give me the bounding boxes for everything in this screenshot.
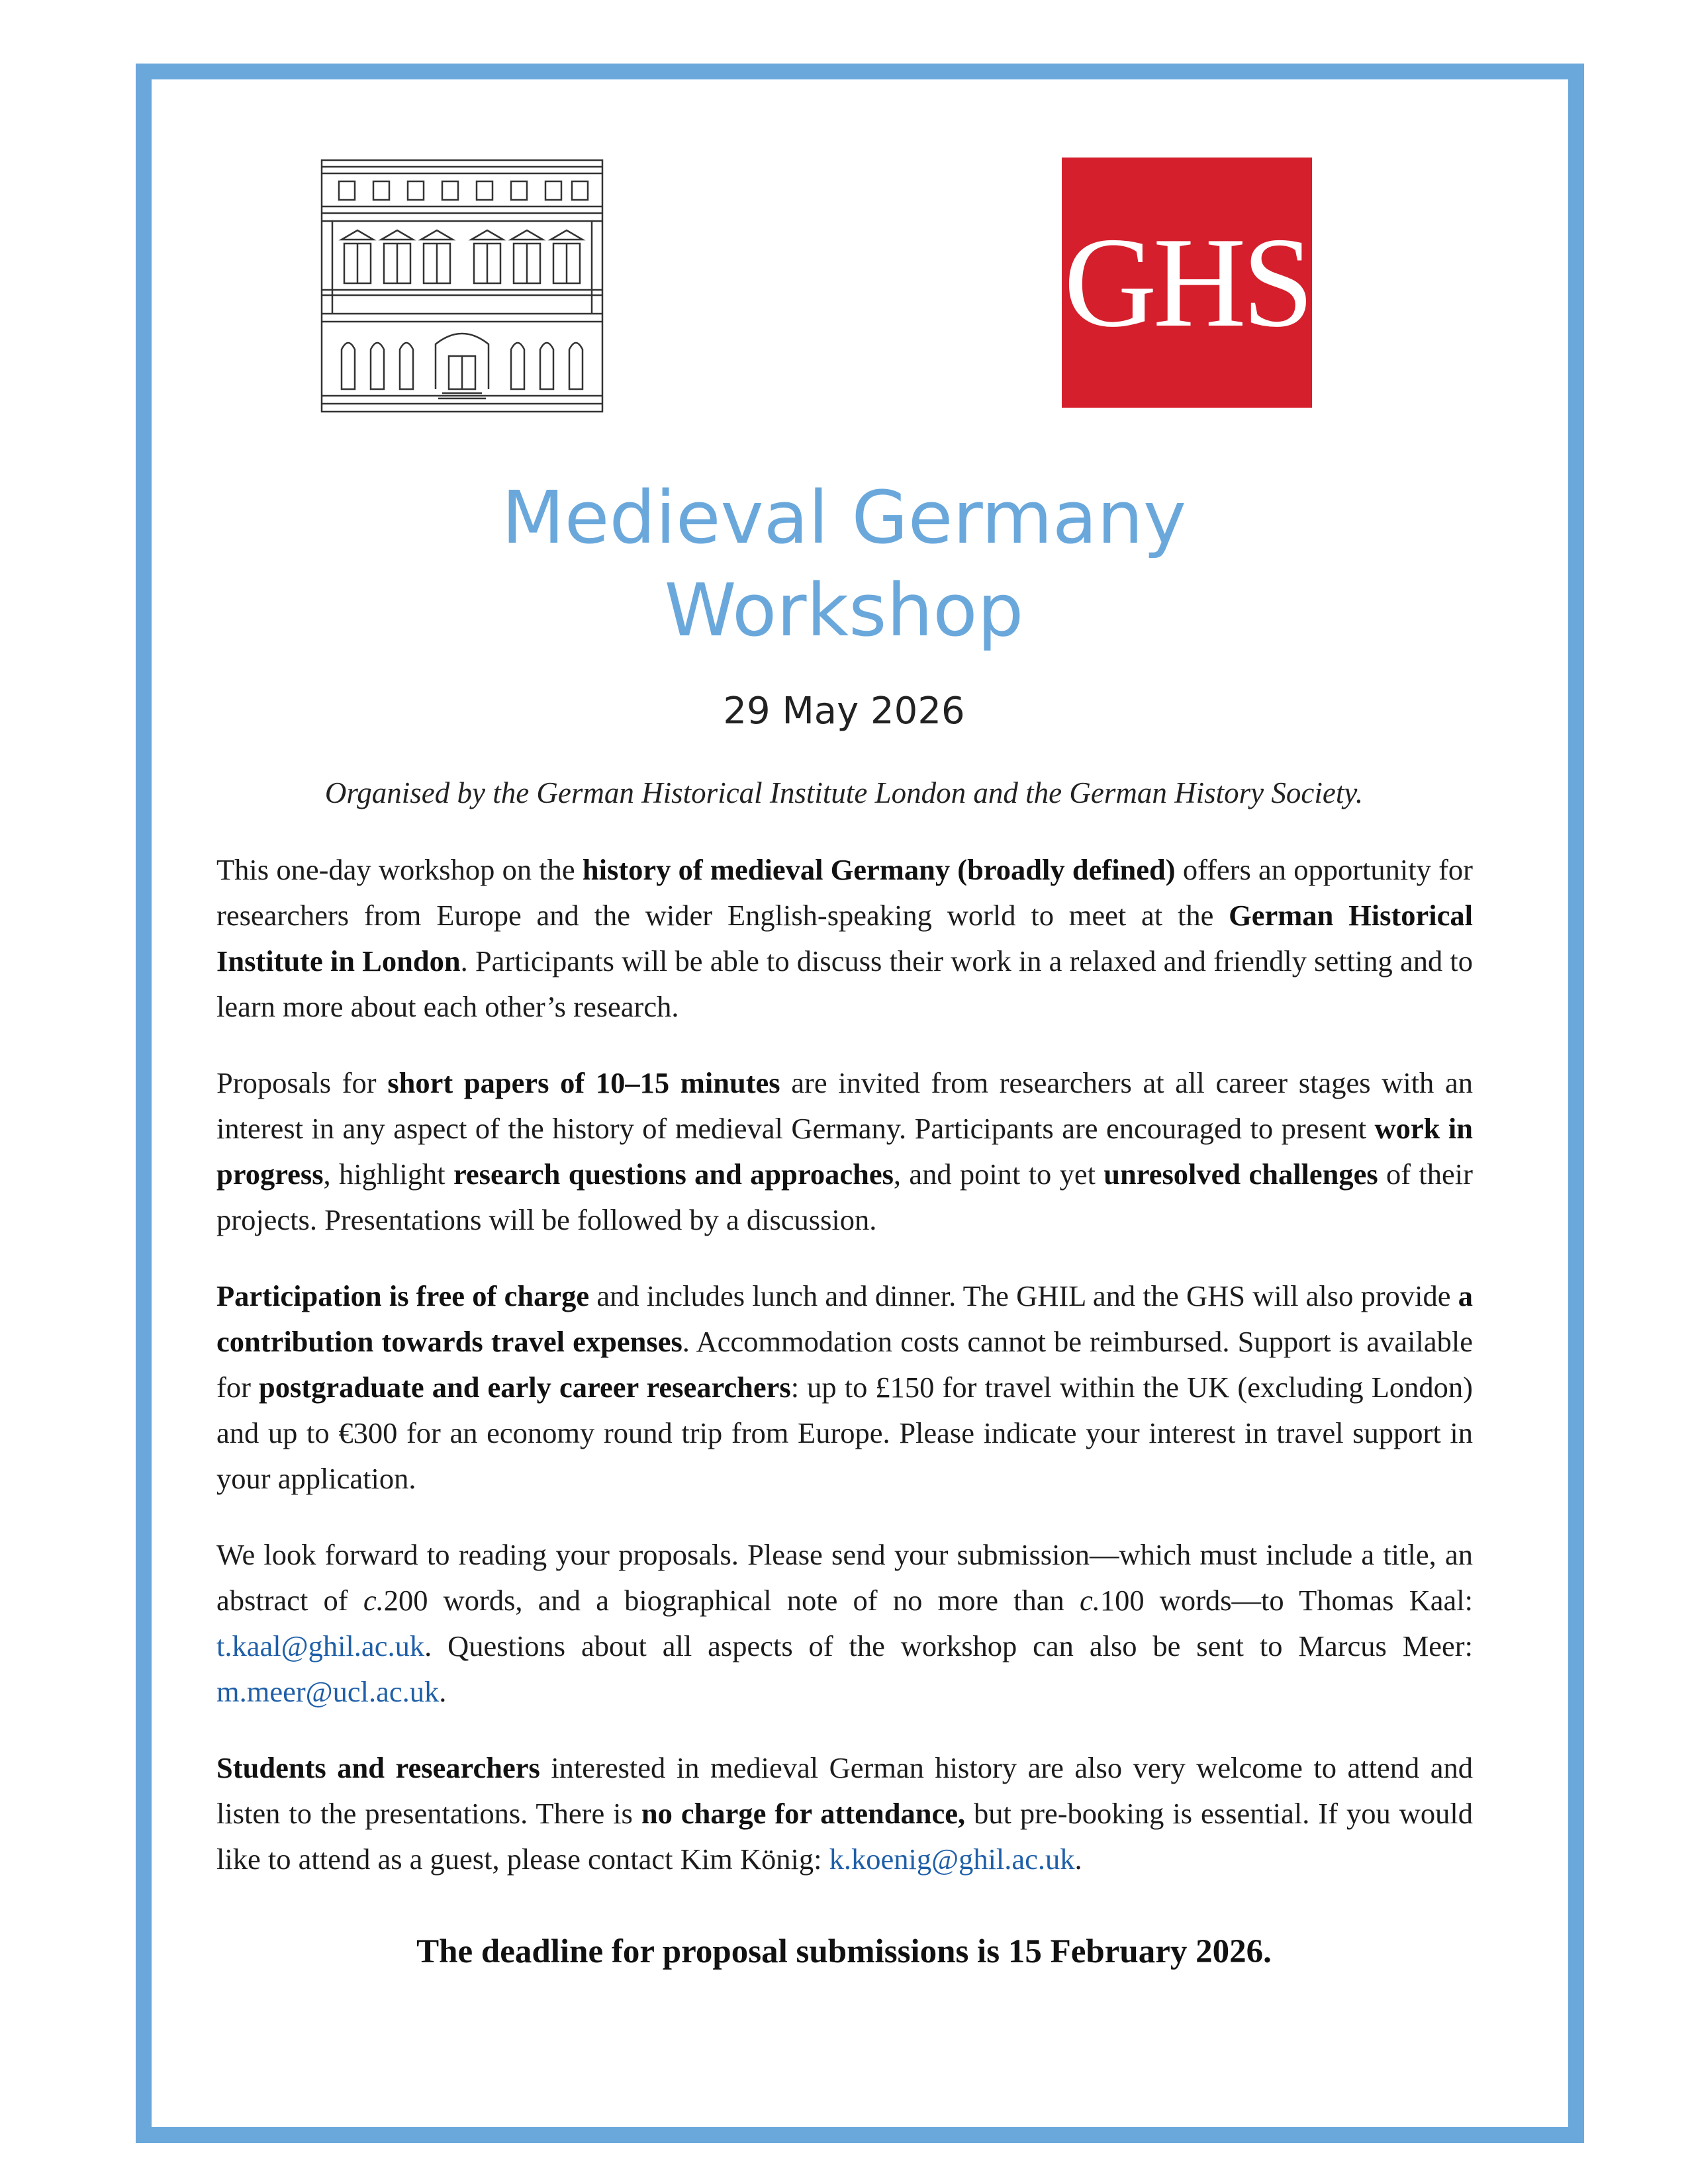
emphasis: German Historical Institute in London — [216, 899, 1473, 978]
text: , highlight — [323, 1158, 453, 1191]
text: offers an opportunity for researchers from Europe and the wider English-speaking world to meet at the — [216, 853, 1473, 932]
paragraph-proposals — [216, 1060, 1473, 1243]
italic-text: c. — [363, 1584, 384, 1617]
text: are invited from researchers at all career stages with an interest in any aspect of the history of medieval Germany. Participants are encouraged to present — [216, 1066, 1473, 1145]
text: 100 words—to Thomas Kaal: — [1100, 1584, 1473, 1617]
text: . — [439, 1675, 447, 1708]
emphasis: a contribution towards travel expenses — [216, 1279, 1473, 1358]
text: We look forward to reading your proposals. Please send your submission—which must include a title, an abstract of — [216, 1538, 1473, 1617]
emphasis: history of medieval Germany (broadly defined) — [582, 853, 1176, 886]
emphasis: work in progress — [216, 1112, 1474, 1191]
text: : up to £150 for travel within the UK (excluding London) and up to €300 for an economy round trip from Europe. Please indicate your interest in travel support in your application. — [216, 1371, 1474, 1495]
title-line-2: Workshop — [664, 568, 1024, 653]
text: , and point to yet — [893, 1158, 1104, 1191]
email-link-koenig[interactable]: k.koenig@ghil.ac.uk — [829, 1843, 1075, 1876]
email-link-meer[interactable]: m.meer@ucl.ac.uk — [216, 1675, 440, 1708]
text: . Accommodation costs cannot be reimbursed. Support is available for — [216, 1325, 1473, 1404]
organiser-line: Organised by the German Historical Institute London and the German History Society. — [324, 776, 1364, 809]
deadline-notice: The deadline for proposal submissions is 15 February 2026. — [416, 1933, 1272, 1970]
emphasis: unresolved challenges — [1103, 1158, 1378, 1191]
paragraph-attendance — [216, 1745, 1473, 1882]
building-facade-icon — [319, 158, 605, 414]
body-text — [216, 847, 1473, 1913]
paragraph-intro — [216, 847, 1473, 1030]
emphasis: Participation is free of charge — [216, 1279, 590, 1312]
text: . Questions about all aspects of the workshop can also be sent to Marcus Meer: — [424, 1629, 1473, 1662]
emphasis: research questions and approaches — [453, 1158, 894, 1191]
text: . — [1074, 1843, 1082, 1876]
email-link-kaal[interactable]: t.kaal@ghil.ac.uk — [216, 1629, 425, 1662]
emphasis: short papers of 10–15 minutes — [387, 1066, 780, 1099]
event-date: 29 May 2026 — [723, 690, 965, 733]
ghs-logo: GHS — [1062, 158, 1312, 408]
italic-text: c. — [1079, 1584, 1100, 1617]
page-title — [0, 471, 1688, 657]
text: Proposals for — [216, 1066, 388, 1099]
text: . Participants will be able to discuss their work in a relaxed and friendly setting and to learn more about each other’s research. — [216, 944, 1473, 1023]
text: but pre-booking is essential. If you would like to attend as a guest, please contact Kim König: — [216, 1797, 1473, 1876]
text: and includes lunch and dinner. The GHIL and the GHS will also provide — [589, 1279, 1458, 1312]
text: 200 words, and a biographical note of no more than — [383, 1584, 1080, 1617]
text: of their projects. Presentations will be followed by a discussion. — [216, 1158, 1473, 1236]
emphasis: postgraduate and early career researchers — [258, 1371, 791, 1404]
text: interested in medieval German history are also very welcome to attend and listen to the presentations. There is — [216, 1751, 1473, 1830]
paragraph-submission — [216, 1532, 1473, 1715]
paragraph-participation — [216, 1273, 1473, 1502]
emphasis: Students and researchers — [216, 1751, 540, 1784]
text: This one-day workshop on the — [216, 853, 583, 886]
title-line-1: Medieval Germany — [501, 475, 1187, 560]
emphasis: no charge for attendance, — [641, 1797, 966, 1830]
